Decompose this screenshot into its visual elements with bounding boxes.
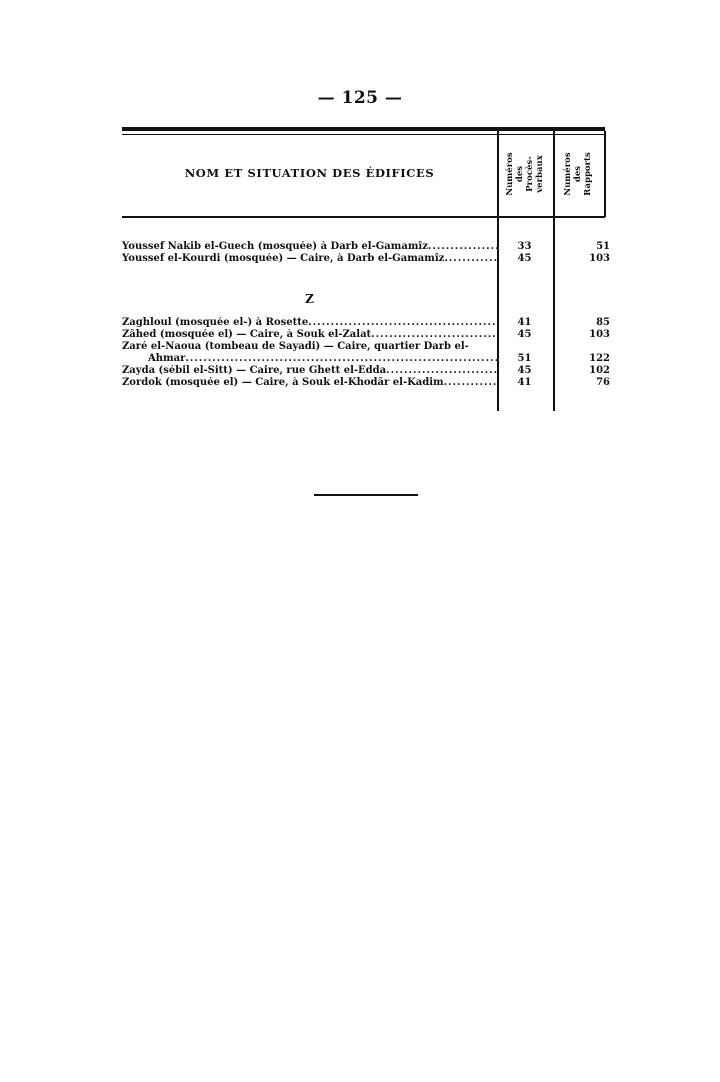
column-header-proces-verbaux (503, 139, 547, 209)
rapport-number: 102 (589, 365, 610, 376)
pv-number: 33 (517, 241, 532, 252)
end-rule (314, 494, 418, 496)
rapport-number: 76 (596, 377, 610, 388)
edifice-name: Zâhed (mosquée el) — Caire, à Souk el-Zalat ..... (122, 329, 497, 341)
rapport-number: 85 (596, 317, 610, 328)
edifice-name: Zaghloul (mosquée el-) à Rosette ..... (122, 317, 497, 329)
table-top-rule (122, 127, 605, 131)
pv-number: 45 (517, 365, 532, 376)
column-header-rapports (556, 139, 600, 209)
header-pv-line-1: Numéros (505, 152, 515, 196)
pv-number: 41 (517, 377, 532, 388)
header-pv-line-3: Procès-verbaux (525, 155, 545, 193)
rapport-number: 103 (589, 253, 610, 264)
column-header-title: NOM ET SITUATION DES ÉDIFICES (184, 166, 435, 180)
pv-number: 41 (517, 317, 532, 328)
edifice-name: Youssef el-Kourdi (mosquée) — Caire, à Darb el-Gamamîz ..... (122, 253, 497, 265)
edifice-name: Youssef Nakib el-Guech (mosquée) à Darb el-Gamamîz ..... (122, 241, 497, 253)
rapport-number: 51 (596, 241, 610, 252)
header-rap-line-3: Rapports (583, 152, 593, 196)
pv-number: 45 (517, 329, 532, 340)
edifice-name: Zordok (mosquée el) — Caire, à Souk el-Khodâr el-Kadim ..... (122, 377, 497, 389)
header-pv-line-2: des (515, 165, 525, 183)
table-top-rule-thin (122, 134, 605, 135)
edifice-name: Ahmar ..... (122, 353, 497, 365)
rapport-number: 103 (589, 329, 610, 340)
column-divider-2 (553, 131, 555, 411)
header-rap-line-1: Numéros (563, 152, 573, 196)
column-divider-right (604, 131, 606, 217)
pv-number: 51 (517, 353, 532, 364)
page-number: — 125 — (317, 88, 403, 108)
pv-number: 45 (517, 253, 532, 264)
header-bottom-rule (122, 216, 605, 218)
header-rap-line-2: des (573, 165, 583, 183)
section-letter: Z (305, 292, 314, 306)
edifice-name: Zaré el-Naoua (tombeau de Sayadi) — Caire, quartier Darb el- (122, 341, 469, 352)
rapport-number: 122 (589, 353, 610, 364)
edifice-name: Zayda (sébil el-Sitt) — Caire, rue Ghett el-Edda ..... (122, 365, 497, 377)
